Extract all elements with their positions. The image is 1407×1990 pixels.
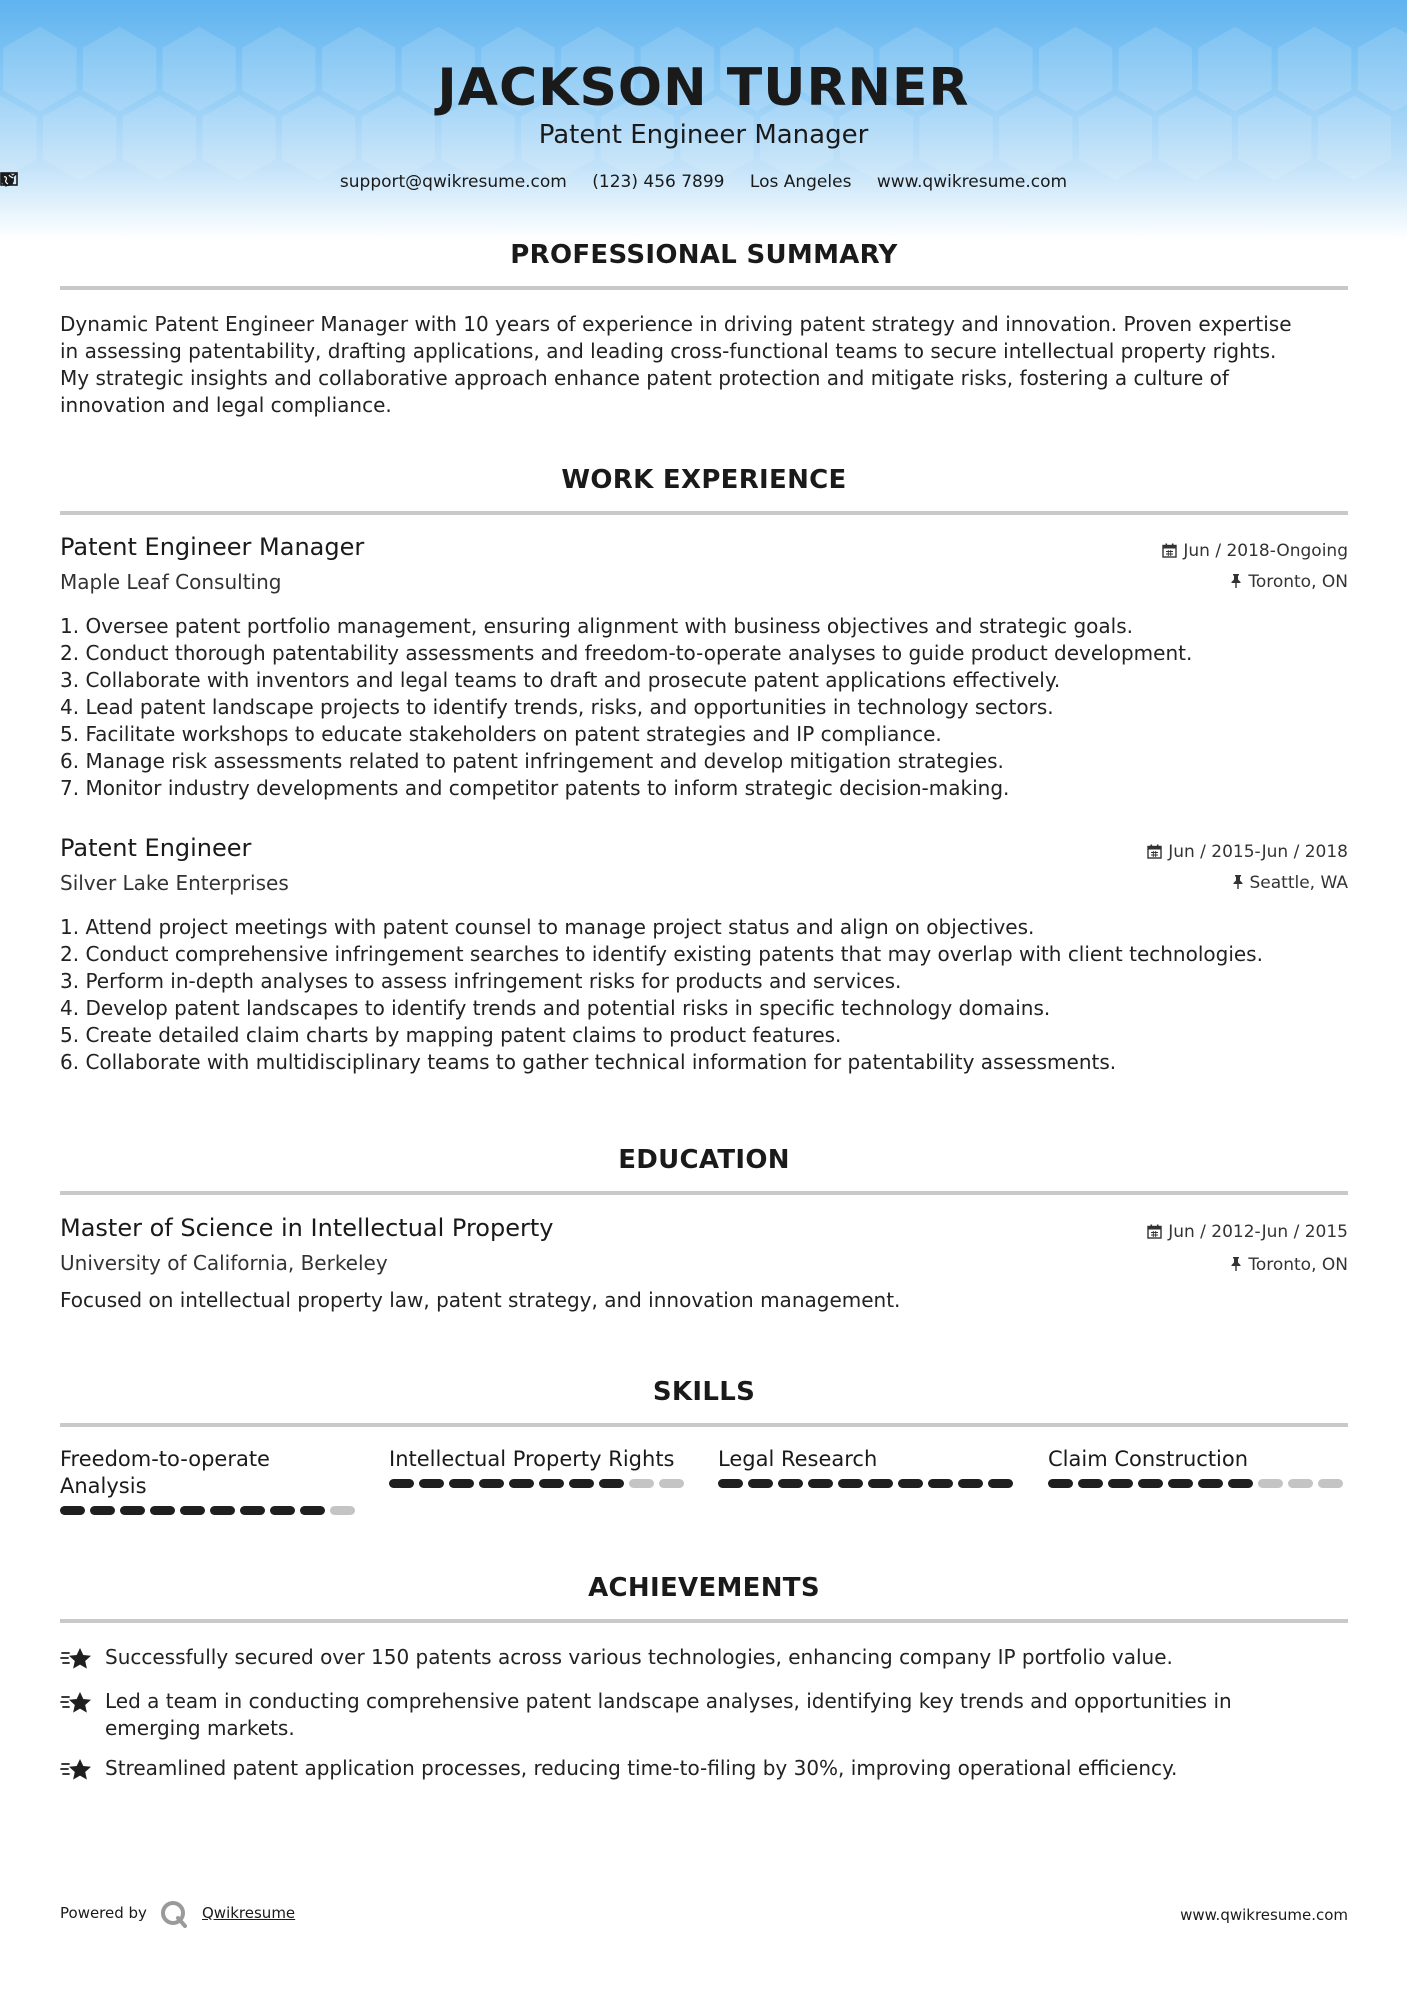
skill-item (389, 1446, 689, 1488)
skill-segment-filled (60, 1506, 85, 1515)
section-divider (60, 1191, 1348, 1195)
skill-segment-filled (539, 1479, 564, 1488)
skill-segment-empty (1288, 1479, 1313, 1488)
skill-segment-filled (569, 1479, 594, 1488)
skill-segment-filled (90, 1506, 115, 1515)
summary-line: innovation and legal compliance. (60, 393, 392, 417)
skill-segment-filled (958, 1479, 983, 1488)
star-icon (60, 1690, 94, 1716)
education-location-text: Toronto, ON (1248, 1255, 1348, 1275)
skill-segment-filled (1138, 1479, 1163, 1488)
job-entry (60, 834, 1348, 1084)
skill-segment-empty (659, 1479, 684, 1488)
star-icon (60, 1646, 94, 1672)
responsibility-item: 1. Attend project meetings with patent counsel to manage project status and align on objectives. (60, 915, 1035, 939)
section-divider (60, 511, 1348, 515)
education-location (1230, 1255, 1348, 1275)
skill-item (60, 1446, 360, 1515)
skill-segment-filled (1078, 1479, 1103, 1488)
school-name: University of California, Berkeley (60, 1251, 388, 1275)
contact-phone[interactable] (592, 172, 724, 192)
qwikresume-logo-icon (158, 1898, 190, 1930)
responsibility-item: 6. Collaborate with multidisciplinary teams to gather technical information for patentability assessments. (60, 1050, 1117, 1074)
skill-segment-filled (988, 1479, 1013, 1488)
achievement-item (60, 1644, 1348, 1671)
contact-phone-text: (123) 456 7899 (592, 172, 725, 192)
candidate-role: Patent Engineer Manager (538, 120, 869, 150)
section-divider (60, 1423, 1348, 1427)
skills-section (60, 1375, 1348, 1427)
skill-name-line: Intellectual Property Rights (389, 1447, 675, 1471)
experience-section (60, 463, 1348, 515)
skill-name-line: Claim Construction (1048, 1447, 1249, 1471)
star-icon (60, 1757, 94, 1783)
skill-item (1048, 1446, 1348, 1488)
job-title: Patent Engineer (60, 834, 252, 862)
skill-segment-filled (300, 1506, 325, 1515)
skill-name-line: Legal Research (718, 1447, 878, 1471)
pushpin-icon (1230, 1256, 1242, 1272)
skill-segment-filled (449, 1479, 474, 1488)
skill-name (1048, 1446, 1348, 1473)
skill-segment-filled (868, 1479, 893, 1488)
skill-segment-filled (120, 1506, 145, 1515)
skill-segment-filled (838, 1479, 863, 1488)
job-entry (60, 533, 1348, 803)
contact-location (750, 172, 852, 192)
achievement-text: Streamlined patent application processes, reducing time-to-filing by 30%, improving operational efficiency. (105, 1756, 1178, 1780)
skill-segment-filled (210, 1506, 235, 1515)
job-responsibilities (60, 914, 1263, 1076)
skill-segment-filled (1048, 1479, 1073, 1488)
education-entry (60, 1214, 1348, 1324)
responsibility-item: 2. Conduct thorough patentability assessments and freedom-to-operate analyses to guide product development. (60, 641, 1193, 665)
summary-line: Dynamic Patent Engineer Manager with 10 years of experience in driving patent strategy and innovation. Proven expertise (60, 312, 1292, 336)
contact-email[interactable] (340, 172, 567, 192)
achievements-heading: ACHIEVEMENTS (588, 1573, 820, 1603)
contact-bar (0, 172, 1407, 192)
education-heading: EDUCATION (618, 1145, 790, 1175)
resume-footer (60, 1900, 1348, 1930)
contact-email-text: support@qwikresume.com (339, 172, 567, 192)
skill-segment-empty (1318, 1479, 1343, 1488)
job-title: Patent Engineer Manager (60, 533, 365, 561)
skill-segment-filled (718, 1479, 743, 1488)
candidate-name: JACKSON TURNER (437, 58, 970, 118)
skill-segment-filled (898, 1479, 923, 1488)
calendar-icon (1162, 543, 1177, 558)
skill-name-line: Analysis (60, 1474, 147, 1498)
section-divider (60, 1619, 1348, 1623)
footer-website[interactable]: www.qwikresume.com (1180, 1906, 1348, 1924)
contact-location-text: Los Angeles (749, 172, 852, 192)
skill-segment-filled (1168, 1479, 1193, 1488)
job-date-text: Jun / 2015-Jun / 2018 (1168, 842, 1348, 862)
skill-name (389, 1446, 689, 1473)
responsibility-item: 4. Develop patent landscapes to identify trends and potential risks in specific technology domains. (60, 996, 1051, 1020)
achievement-text: Led a team in conducting comprehensive patent landscape analyses, identifying key trends and opportunities in (105, 1689, 1232, 1713)
job-date-text: Jun / 2018-Ongoing (1183, 541, 1348, 561)
skill-segment-filled (1108, 1479, 1133, 1488)
education-date (1147, 1222, 1348, 1242)
job-date (1162, 541, 1348, 561)
skill-segment-empty (330, 1506, 355, 1515)
skill-segment-filled (599, 1479, 624, 1488)
resume-header (0, 0, 1407, 240)
skill-segment-empty (1258, 1479, 1283, 1488)
skill-item (718, 1446, 1018, 1488)
skill-segment-filled (389, 1479, 414, 1488)
experience-heading: WORK EXPERIENCE (561, 465, 847, 495)
calendar-icon (1147, 1224, 1162, 1239)
achievement-text: emerging markets. (105, 1716, 295, 1740)
responsibility-item: 2. Conduct comprehensive infringement searches to identify existing patents that may overlap with client technologies. (60, 942, 1263, 966)
responsibility-item: 3. Collaborate with inventors and legal teams to draft and prosecute patent applications effectively. (60, 668, 1061, 692)
skill-segment-filled (808, 1479, 833, 1488)
responsibility-item: 7. Monitor industry developments and competitor patents to inform strategic decision-making. (60, 776, 1010, 800)
responsibility-item: 5. Create detailed claim charts by mapping patent claims to product features. (60, 1023, 842, 1047)
responsibility-item: 5. Facilitate workshops to educate stakeholders on patent strategies and IP compliance. (60, 722, 942, 746)
job-responsibilities (60, 613, 1192, 802)
achievement-text: Successfully secured over 150 patents across various technologies, enhancing company IP portfolio value. (105, 1645, 1173, 1669)
responsibility-item: 3. Perform in-depth analyses to assess infringement risks for products and services. (60, 969, 902, 993)
calendar-icon (1147, 844, 1162, 859)
globe-icon (0, 172, 15, 187)
skill-segment-filled (778, 1479, 803, 1488)
pushpin-icon (1232, 874, 1244, 890)
skill-name (718, 1446, 1018, 1473)
education-description: Focused on intellectual property law, patent strategy, and innovation management. (60, 1288, 901, 1312)
pushpin-icon (1230, 573, 1242, 589)
job-location (1232, 873, 1349, 893)
achievements-section (60, 1571, 1348, 1623)
skill-level-bar (60, 1506, 360, 1515)
skill-segment-filled (180, 1506, 205, 1515)
skill-segment-filled (150, 1506, 175, 1515)
summary-line: in assessing patentability, drafting applications, and leading cross-functional teams to secure intellectual property rights. (60, 339, 1277, 363)
skill-name-line: Freedom-to-operate (60, 1447, 270, 1471)
degree-title: Master of Science in Intellectual Property (60, 1214, 554, 1242)
skill-segment-filled (1198, 1479, 1223, 1488)
responsibility-item: 4. Lead patent landscape projects to identify trends, risks, and opportunities in technology sectors. (60, 695, 1054, 719)
section-divider (60, 286, 1348, 290)
job-location-text: Toronto, ON (1248, 572, 1348, 592)
responsibility-item: 6. Manage risk assessments related to patent infringement and develop mitigation strategies. (60, 749, 1004, 773)
skill-segment-filled (419, 1479, 444, 1488)
education-section (60, 1143, 1348, 1195)
job-location-text: Seattle, WA (1249, 873, 1348, 893)
skill-level-bar (718, 1479, 1018, 1488)
powered-by-label: Powered by (60, 1904, 147, 1922)
job-company: Maple Leaf Consulting (60, 570, 282, 594)
education-date-text: Jun / 2012-Jun / 2015 (1168, 1222, 1348, 1242)
responsibility-item: 1. Oversee patent portfolio management, ensuring alignment with business objectives and strategic goals. (60, 614, 1133, 638)
skill-segment-filled (748, 1479, 773, 1488)
skill-segment-filled (479, 1479, 504, 1488)
job-date (1147, 842, 1348, 862)
summary-heading: PROFESSIONAL SUMMARY (510, 240, 898, 270)
skill-name (60, 1446, 360, 1500)
skill-level-bar (389, 1479, 689, 1488)
brand-link[interactable]: Qwikresume (202, 1904, 296, 1922)
summary-text (60, 311, 1360, 419)
skill-segment-filled (928, 1479, 953, 1488)
skill-segment-filled (509, 1479, 534, 1488)
skill-level-bar (1048, 1479, 1348, 1488)
skill-segment-filled (240, 1506, 265, 1515)
contact-website[interactable] (877, 172, 1067, 192)
contact-website-text: www.qwikresume.com (876, 172, 1068, 192)
summary-section (60, 238, 1348, 290)
skill-segment-empty (629, 1479, 654, 1488)
skill-segment-filled (1228, 1479, 1253, 1488)
skill-segment-filled (270, 1506, 295, 1515)
summary-line: My strategic insights and collaborative approach enhance patent protection and mitigate risks, fostering a culture of (60, 366, 1229, 390)
job-location (1230, 572, 1348, 592)
achievement-item (60, 1755, 1348, 1782)
job-company: Silver Lake Enterprises (60, 871, 289, 895)
achievement-item (60, 1688, 1348, 1742)
skills-heading: SKILLS (652, 1377, 756, 1407)
